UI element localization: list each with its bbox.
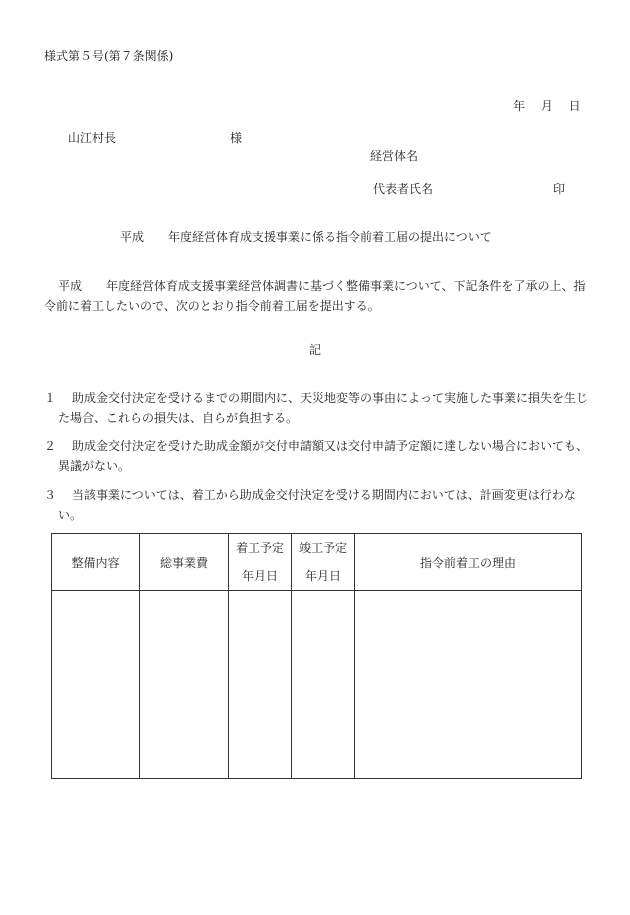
- header-start-line1: 着工予定: [235, 541, 284, 555]
- header-total-cost: 総事業費: [140, 534, 229, 591]
- condition-number: ２: [44, 439, 57, 453]
- condition-item: [44, 436, 590, 476]
- condition-item: [44, 388, 590, 428]
- condition-text: 助成金交付決定を受けた助成金額が交付申請額又は交付申請予定額に達しない場合においても、異議がない。: [58, 439, 589, 473]
- header-start-date: [229, 534, 292, 591]
- table-row: [52, 591, 582, 779]
- work-details-table: [51, 533, 582, 779]
- condition-item: [44, 485, 590, 525]
- header-end-line2: 年月日: [304, 569, 341, 583]
- entity-name-label: 経営体名: [370, 149, 419, 163]
- intro-paragraph: 平成 年度経営体育成支援事業経営体調書に基づく整備事業について、下記条件を了承の上、指令前に着工したいので、次のとおり指令前着工届を提出する。: [44, 279, 586, 313]
- date-line: 年 月 日: [513, 99, 581, 113]
- header-start-line2: 年月日: [241, 569, 278, 583]
- cell-reason[interactable]: [355, 591, 582, 779]
- cell-content[interactable]: [52, 591, 140, 779]
- condition-text: 助成金交付決定を受けるまでの期間内に、天災地変等の事由によって実施した事業に損失を生じた場合、これらの損失は、自らが負担する。: [58, 391, 589, 425]
- table-header-row: [52, 534, 582, 591]
- document-title: 平成 年度経営体育成支援事業に係る指令前着工届の提出について: [120, 230, 492, 244]
- cell-start-date[interactable]: [229, 591, 292, 779]
- cell-end-date[interactable]: [292, 591, 355, 779]
- header-end-date: [292, 534, 355, 591]
- form-number: 様式第５号(第７条関係): [44, 49, 174, 63]
- ki-heading: 記: [309, 343, 322, 357]
- condition-text: 当該事業については、着工から助成金交付決定を受ける期間内においては、計画変更は行わない。: [58, 488, 576, 522]
- header-content: 整備内容: [52, 534, 140, 591]
- representative-name-label: 代表者氏名: [373, 182, 434, 196]
- addressee-name: 山江村長: [68, 131, 117, 145]
- header-reason: 指令前着工の理由: [355, 534, 582, 591]
- condition-number: ３: [44, 488, 57, 502]
- header-end-line1: 竣工予定: [298, 541, 347, 555]
- condition-number: １: [44, 391, 57, 405]
- addressee-honorific: 様: [230, 131, 243, 145]
- cell-total-cost[interactable]: [140, 591, 229, 779]
- seal-mark: 印: [553, 182, 566, 196]
